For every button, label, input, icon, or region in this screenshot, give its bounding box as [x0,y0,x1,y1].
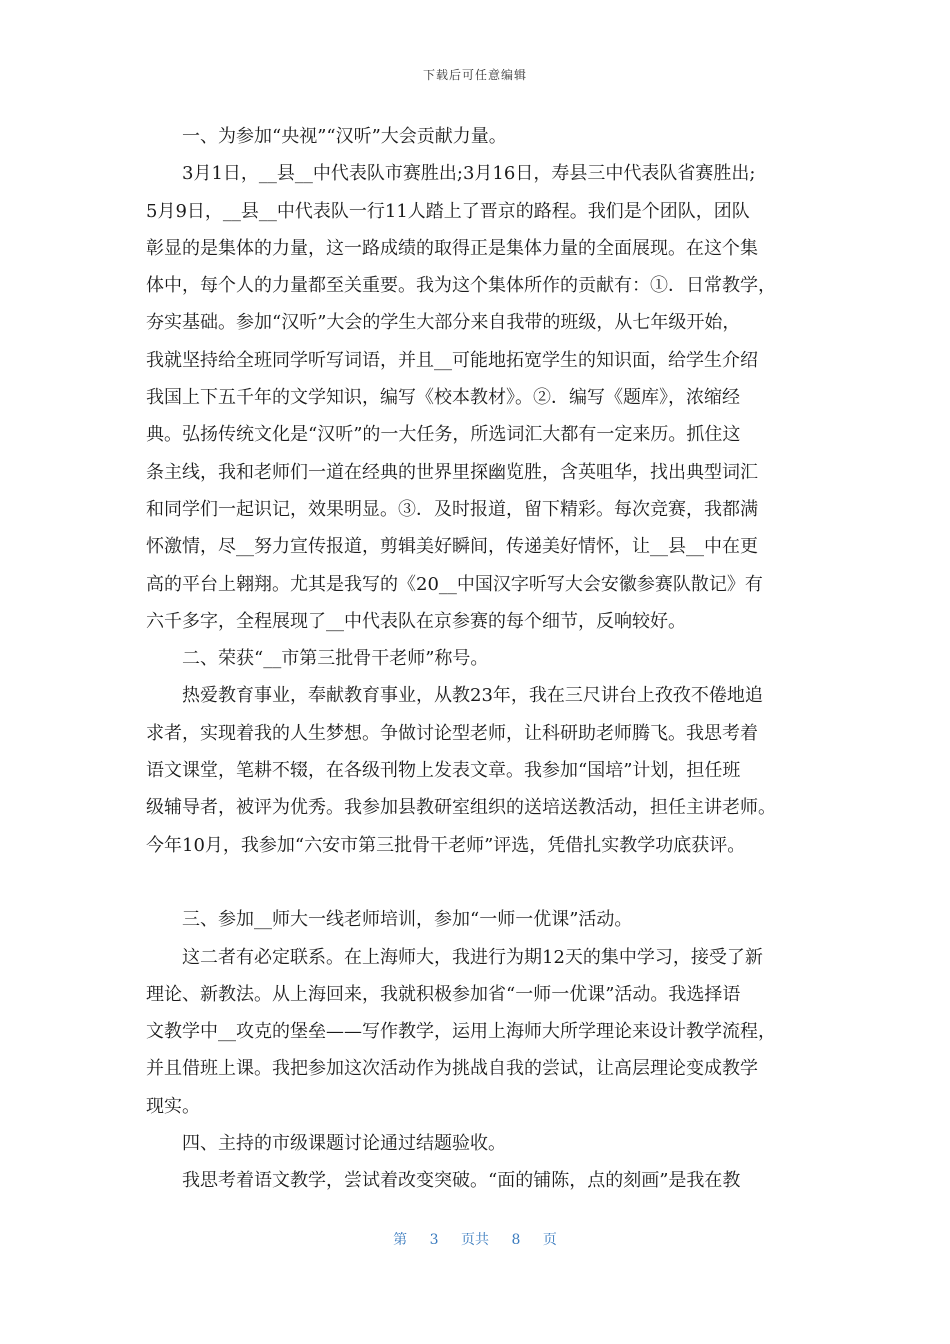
text-line: 求者，实现着我的人生梦想。争做讨论型老师，让科研助老师腾飞。我思考着 [146,722,758,744]
text-line: 和同学们一起识记，效果明显。③．及时报道，留下精彩。每次竞赛，我都满 [146,498,758,520]
footer-prefix: 第 [393,1232,408,1248]
text-line: 今年10月，我参加“六安市第三批骨干老师”评选，凭借扎实教学功底获评。 [146,834,746,856]
text-line: 高的平台上翱翔。尤其是我写的《20__中国汉字听写大会安徽参赛队散记》有 [146,573,763,595]
blank-line [146,864,810,901]
text-line: 典。弘扬传统文化是“汉听”的一大任务，所选词汇大都有一定来历。抓住这 [146,424,741,446]
text-line: 热爱教育事业，奉献教育事业，从教23年，我在三尺讲台上孜孜不倦地追 [182,685,763,707]
text-line: 理论、新教法。从上海回来，我就积极参加省“一师一优课”活动。我选择语 [146,983,741,1005]
footer-total-pages: 8 [511,1232,521,1248]
text-line: 5月9日，__县__中代表队一行11人踏上了晋京的路程。我们是个团队，团队 [146,200,750,222]
text-line: 条主线，我和老师们一道在经典的世界里探幽览胜，含英咀华，找出典型词汇 [146,461,758,483]
text-line: 并且借班上课。我把参加这次活动作为挑战自我的尝试，让高层理论变成教学 [146,1058,758,1080]
text-line: 一、为参加“央视”“汉听”大会贡献力量。 [182,126,507,147]
text-line: 我国上下五千年的文学知识，编写《校本教材》。②．编写《题库》，浓缩经 [146,387,740,409]
text-line: 文教学中__攻克的堡垒——写作教学，运用上海师大所学理论来设计教学流程， [146,1021,776,1043]
footer-suffix: 页 [542,1232,557,1248]
text-line: 这二者有必定联系。在上海师大，我进行为期12天的集中学习，接受了新 [182,946,763,968]
text-line: 我就坚持给全班同学听写词语，并且__可能地拓宽学生的知识面，给学生介绍 [146,349,758,371]
text-line: 级辅导者，被评为优秀。我参加县教研室组织的送培送教活动，担任主讲老师。 [146,797,776,819]
text-line: 四、主持的市级课题讨论通过结题验收。 [182,1133,506,1155]
footer-middle: 页共 [461,1232,489,1248]
page-footer [0,1229,950,1249]
text-line: 六千多字，全程展现了__中代表队在京参赛的每个细节，反响较好。 [146,610,686,632]
text-line: 三、参加__师大一线老师培训，参加“一师一优课”活动。 [182,909,633,931]
header-note: 下载后可任意编辑 [422,68,527,82]
text-line: 我思考着语文教学，尝试着改变突破。“面的铺陈，点的刻画”是我在教 [182,1170,741,1192]
text-line: 语文课堂，笔耕不辍，在各级刊物上发表文章。我参加“国培”计划，担任班 [146,760,741,782]
document-body [146,118,810,1200]
text-line: 彰显的是集体的力量，这一路成绩的取得正是集体力量的全面展现。在这个集 [146,237,758,259]
text-line: 怀激情，尽__努力宣传报道，剪辑美好瞬间，传递美好情怀，让__县__中在更 [146,536,758,558]
text-line: 体中，每个人的力量都至关重要。我为这个集体所作的贡献有：①．日常教学， [146,275,776,297]
footer-page-number: 3 [429,1232,439,1248]
text-line: 夯实基础。参加“汉听”大会的学生大部分来自我带的班级，从七年级开始， [146,312,741,334]
text-line: 3月1日，__县__中代表队市赛胜出;3月16日，寿县三中代表队省赛胜出; [182,163,756,185]
text-line: 二、荣获“__市第三批骨干老师”称号。 [182,648,489,670]
text-line: 现实。 [146,1095,200,1117]
